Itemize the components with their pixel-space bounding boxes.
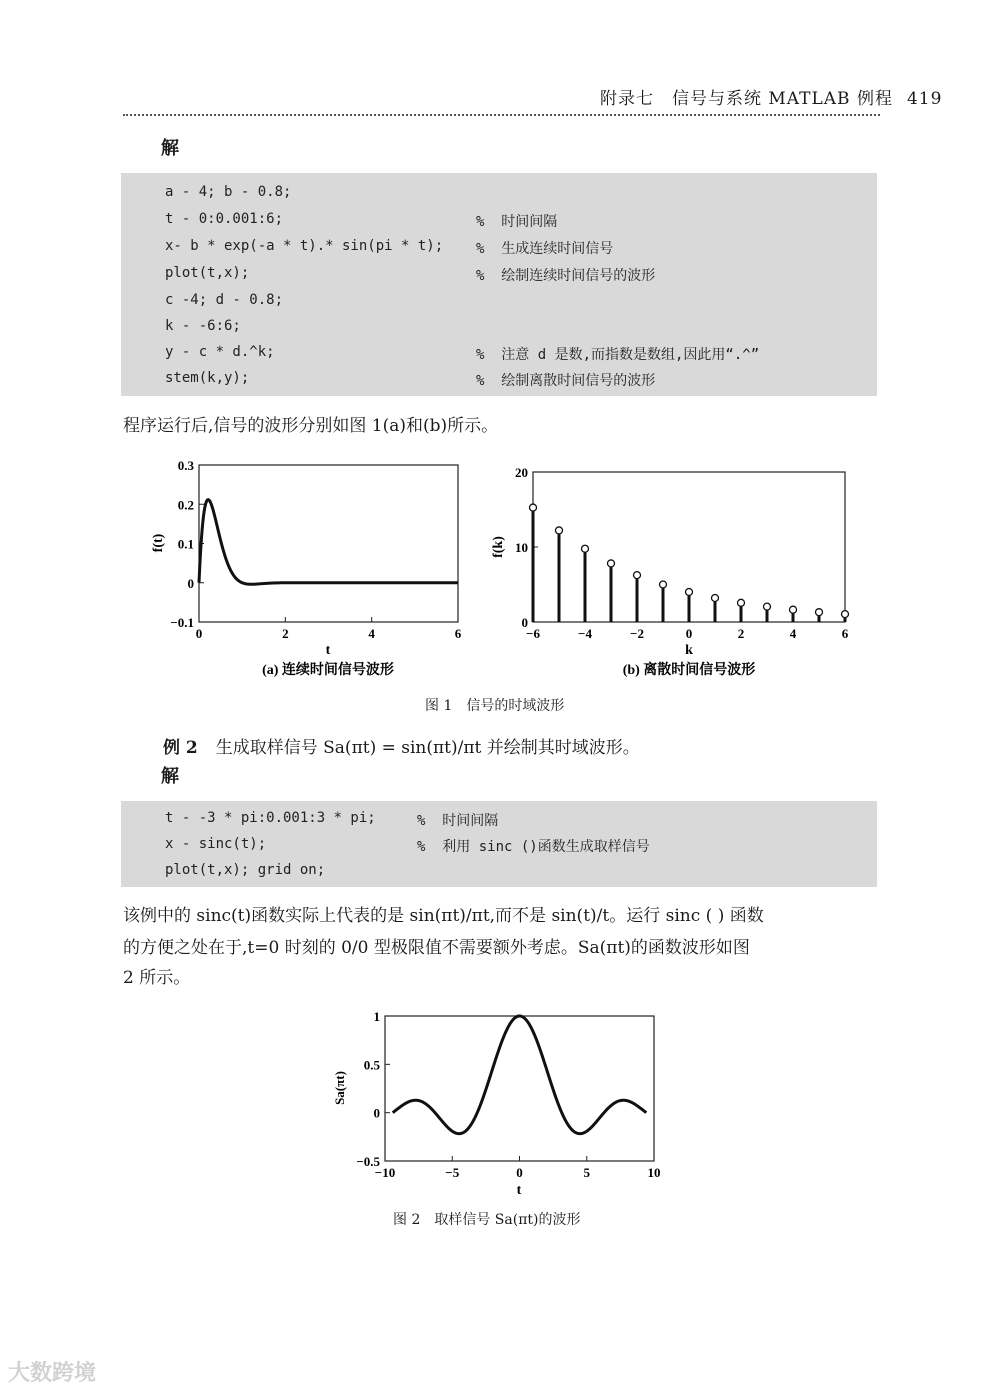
- header-rule: [123, 114, 880, 116]
- sinc-curve: [393, 1016, 647, 1134]
- y-tick-label: 0.3: [177, 458, 194, 473]
- plot-frame: [385, 1016, 654, 1161]
- solution-label: 解: [161, 766, 179, 787]
- code-line: k - -6:6;: [165, 318, 241, 334]
- y-tick-label: 0.5: [363, 1057, 380, 1073]
- x-tick-label: −6: [526, 626, 540, 641]
- stem-marker: [582, 545, 589, 552]
- code-block-2: [121, 801, 877, 887]
- x-tick-label: 0: [195, 626, 203, 641]
- paragraph-2-line: 的方便之处在于,t=0 时刻的 0/0 型极限值不需要额外考虑。Sa(πt)的函数波形如图: [123, 938, 750, 958]
- x-tick-label: 4: [789, 626, 797, 641]
- y-tick-label: 0.1: [177, 536, 194, 552]
- code-comment: % 注意 d 是数,而指数是数组,因此用“.^”: [476, 347, 760, 363]
- y-axis-label: Sa(πt): [332, 1071, 347, 1105]
- stem-marker: [556, 527, 563, 534]
- code-comment: % 绘制离散时间信号的波形: [476, 373, 656, 389]
- x-axis-label: t: [325, 643, 331, 658]
- stem-marker: [634, 572, 641, 579]
- paragraph-1: 程序运行后,信号的波形分别如图 1(a)和(b)所示。: [123, 416, 499, 436]
- y-axis-label: f(k): [491, 536, 506, 558]
- y-tick-label: 1: [373, 1009, 380, 1024]
- y-tick-label: 0.2: [177, 497, 194, 513]
- x-tick-label: 0: [685, 626, 693, 641]
- code-comment: % 绘制连续时间信号的波形: [476, 268, 656, 284]
- x-tick-label: 5: [583, 1165, 590, 1180]
- running-header: [600, 84, 942, 109]
- code-line: t - 0:0.001:6;: [165, 211, 284, 227]
- code-block-1: [121, 173, 877, 396]
- code-comment: % 生成连续时间信号: [476, 241, 614, 257]
- signal-curve: [199, 500, 458, 585]
- x-tick-label: −10: [374, 1165, 396, 1180]
- figure-1-caption: 图 1 信号的时域波形: [425, 698, 565, 714]
- example-2-text: 生成取样信号 Sa(πt) = sin(πt)/πt 并绘制其时域波形。: [215, 738, 640, 758]
- x-tick-label: 2: [737, 626, 745, 641]
- x-tick-label: −4: [578, 626, 592, 641]
- x-tick-label: 4: [368, 626, 375, 641]
- y-tick-label: 0: [521, 615, 528, 630]
- chart-discrete-signal: [478, 455, 878, 685]
- chart-continuous-signal: [140, 455, 480, 685]
- stem-marker: [842, 611, 849, 618]
- x-tick-label: 0: [516, 1165, 523, 1180]
- page-number: 419: [906, 89, 943, 109]
- code-line: plot(t,x); grid on;: [165, 862, 326, 878]
- y-tick-label: 10: [515, 540, 528, 555]
- y-axis-label: f(t): [151, 533, 166, 553]
- code-line: stem(k,y);: [165, 370, 250, 386]
- stem-marker: [712, 595, 719, 602]
- stem-marker: [764, 603, 771, 610]
- paragraph-2-line: 该例中的 sinc(t)函数实际上代表的是 sin(πt)/πt,而不是 sin(t)/t。运行 sinc ( ) 函数: [123, 906, 764, 926]
- code-line: plot(t,x);: [165, 265, 250, 281]
- code-comment: % 利用 sinc ()函数生成取样信号: [417, 839, 650, 855]
- header-title: 附录七 信号与系统 MATLAB 例程: [600, 89, 893, 109]
- stem-marker: [738, 599, 745, 606]
- code-comment: % 时间间隔: [417, 813, 499, 829]
- code-line: a - 4; b - 0.8;: [165, 184, 292, 200]
- example-2-label: 例 2: [163, 738, 198, 758]
- code-line: x- b * exp(-a * t).* sin(pi * t);: [165, 238, 444, 254]
- y-tick-label: −0.5: [356, 1154, 380, 1169]
- code-line: c -4; d - 0.8;: [165, 292, 284, 308]
- x-tick-label: −5: [445, 1165, 460, 1180]
- plot-frame: [199, 465, 458, 622]
- chart-title: (b) 离散时间信号波形: [622, 663, 756, 678]
- x-axis-label: t: [516, 1183, 522, 1198]
- stem-marker: [816, 609, 823, 616]
- stem-marker: [686, 589, 693, 596]
- figure-2-caption: 图 2 取样信号 Sa(πt)的波形: [393, 1212, 581, 1228]
- stem-marker: [608, 560, 615, 567]
- y-tick-label: 0: [187, 575, 194, 591]
- stem-marker: [660, 581, 667, 588]
- x-tick-label: 6: [454, 626, 462, 641]
- paragraph-2-line: 2 所示。: [123, 968, 191, 988]
- chart-title: (a) 连续时间信号波形: [262, 663, 394, 678]
- code-comment: % 时间间隔: [476, 214, 558, 230]
- x-tick-label: 2: [282, 626, 289, 641]
- watermark: 大数跨境: [8, 1361, 97, 1386]
- example-2-heading: [163, 733, 640, 758]
- code-line: t - -3 * pi:0.001:3 * pi;: [165, 810, 376, 826]
- stem-marker: [530, 504, 537, 511]
- x-tick-label: −2: [630, 626, 644, 641]
- stem-marker: [790, 606, 797, 613]
- x-axis-label: k: [685, 643, 693, 658]
- x-tick-label: 10: [647, 1165, 661, 1180]
- chart-sampling-signal: [320, 1000, 680, 1200]
- code-line: y - c * d.^k;: [165, 344, 275, 360]
- solution-label: 解: [161, 138, 179, 159]
- x-tick-label: 6: [841, 626, 849, 641]
- y-tick-label: −0.1: [170, 615, 194, 630]
- code-line: x - sinc(t);: [165, 836, 267, 852]
- y-tick-label: 20: [515, 465, 528, 480]
- y-tick-label: 0: [373, 1105, 380, 1121]
